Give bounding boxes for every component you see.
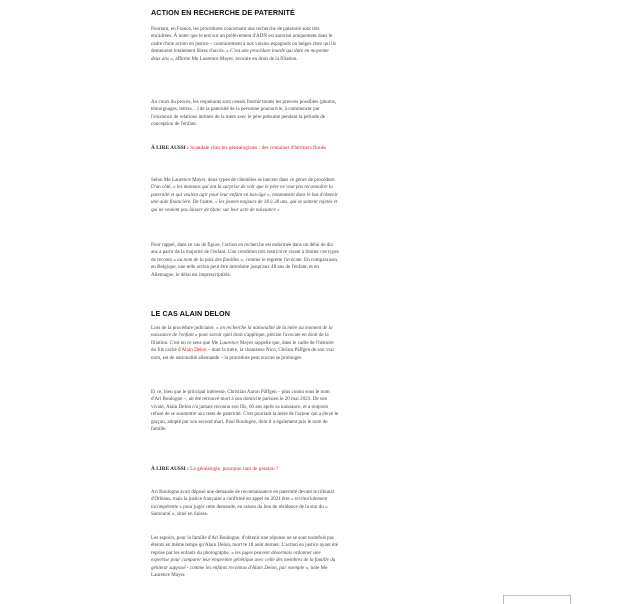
read-also-block-1 bbox=[151, 145, 339, 153]
text-segment: . De l'autre, bbox=[190, 199, 215, 206]
text-segment: Les espoirs, pour la famille d'Ari Boulogne, d'obtenir une réponse ne se sont toutefois pas éteints en même temps qu'Alain Delon, mort le 18 août dernier. L'action en justice ayant été reprise par les enfants du photographe, « bbox=[151, 535, 338, 556]
section-heading-delon: LE CAS ALAIN DELON bbox=[151, 309, 230, 318]
text-segment: territorialement incompétente bbox=[151, 496, 328, 510]
paragraph-s1-4 bbox=[151, 242, 339, 279]
text-segment: on recherche la nationalité de la mère au moment de la naissance de l'enfant bbox=[151, 325, 333, 339]
text-segment: » pour savoir quel droit s'applique, précise l'avocate en droit de la filiation. C'est en ce sens que Me bbox=[151, 332, 329, 346]
text-segment: les juges peuvent désormais ordonner une expertise pour comparer leur empreinte génétique avec celle des membres de la famille du géniteur supposé - comme les enfants reconnus d'Alain Delon, par exemple bbox=[151, 549, 336, 571]
text-segment: « les jeunes majeurs de 18 à 28 ans, qui se sentent rejetés et qui ne veulent pas laisser de blanc sur leur acte de naissance » bbox=[151, 199, 338, 213]
text-segment: Laurence bbox=[219, 339, 239, 346]
paragraph-s2-2: Et ce, bien que le principal intéressé, Christian Aaron Päffgen – plus connu sous le nom d'Ari Boulogne –, ait été retrouvé mort à son domicile parisien le 20 mai 2023. De son vivant, Alain Delon n'a jamais reconnu son fils, 60 ans après sa naissance, et a toujours refusé de se soumettre aux tests de paternité. C'est pourtant la mère de l'acteur qui a élevé le garçon, adopté par son second mari, Paul Boulogne, dont il a également pris le nom de famille. bbox=[151, 389, 339, 433]
paragraph-s2-1 bbox=[151, 325, 339, 362]
inline-link[interactable]: Alain Delon bbox=[181, 347, 207, 354]
text-segment: Pourtant, en France, les procédures concernant une recherche de paternité sont très encadrées. À noter que le test sur un prélèvement d'ADN est autorisé uniquement dans le cadre d'une action en justice – contrairement à nos voisins espagnols ou belges chez qui ils demeurent totalement libres d'accès. « bbox=[151, 26, 336, 55]
paragraph-s2-3 bbox=[151, 489, 339, 519]
paragraph-s2-4 bbox=[151, 535, 339, 579]
text-segment: » pour juger cette demande, en raison du lieu de résidence de la star du « Samouraï », situé en Suisse. bbox=[151, 503, 328, 518]
paragraph-s1-3 bbox=[151, 177, 339, 214]
text-segment: au nom de la paix des familles bbox=[177, 256, 240, 263]
read-also-label: À LIRE AUSSI : bbox=[151, 466, 189, 472]
read-also-link-genealogistes[interactable]: Scandale chez les généalogistes : des centaines d'héritiers floués bbox=[190, 145, 327, 151]
text-segment: Selon Me Laurence Mayer, deux types de clientèles se lancent dans ce genre de procédure. D'un côté, bbox=[151, 177, 336, 191]
text-segment: Ari Boulogne avait déposé une demande de reconnaissance en paternité devant le tribunal d'Orléans, mais la justice française a confirmé en appel en 2021 être « bbox=[151, 489, 335, 503]
text-segment: », comme le regrette l'avocate. En comparaison, en Belgique, une telle action peut être introduite jusqu'aux 48 ans de l'enfant, et en Allemagne, le délai est imprescriptible. bbox=[151, 256, 339, 278]
read-also-link-genealogie[interactable]: La généalogie, pourquoi tant de passion ? bbox=[190, 466, 279, 472]
paragraph-s1-2: Au cours du procès, les requérants sont censés fournir toutes les preuves possibles (photos, témoignages, lettres…) de la paternité de la personne poursuivie, à commencer par l'existence de relations intimes de la mère avec le père présumé pendant la période de conception de l'enfant. bbox=[151, 99, 337, 128]
text-segment: – dont la mère, la chanteuse Nico, Christa Päffgen de son vrai nom, est de nationalité allemande – la procédure peut encore se prolonger. bbox=[151, 347, 334, 361]
text-segment: Mayer rappelle que, dans le cadre de l'histoire du fils caché d' bbox=[151, 339, 334, 354]
text-segment: », affirme Me Laurence Mayer, avocate en droit de la filiation. bbox=[168, 55, 298, 62]
text-segment: « les mamans qui ont la surprise de voir que le père ne veut pas reconnaître la paternité et qui veulent agir pour leur enfant en bas-âge », notamment dans le but d'obtenir une aide financière bbox=[151, 184, 338, 206]
read-also-block-2 bbox=[151, 466, 339, 474]
text-segment: », note Me Laurence Mayer. bbox=[151, 564, 328, 579]
section-heading-paternite: ACTION EN RECHERCHE DE PATERNITÉ bbox=[151, 8, 295, 17]
text-segment: Lors de la procédure judiciaire, « bbox=[151, 325, 220, 331]
paragraph-s1-1 bbox=[151, 26, 339, 63]
text-segment: C'est une procédure lourde qui dure en moyenne deux ans bbox=[151, 48, 329, 62]
text-segment: Pour rappel, dans ce cas de figure, l'action en recherche est enfermée dans un délai de dix ans à partir de la majorité de l'enfant. Une condition très restrictive visant à limiter ces types de recours « bbox=[151, 242, 339, 263]
read-also-label: À LIRE AUSSI : bbox=[151, 145, 189, 151]
